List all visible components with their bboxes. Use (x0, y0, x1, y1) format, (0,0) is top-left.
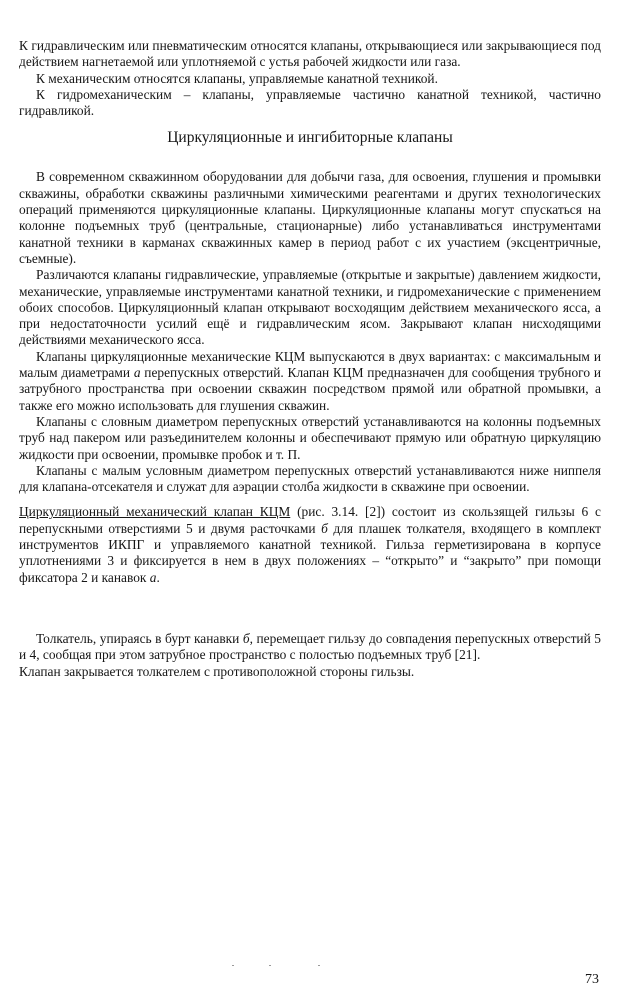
kcm-variants-text-2: перепускных отверстий. Клапан КЦМ предназначен для сообщения трубного и затрубного пространства при освоении скважин посредством прямой или обратной промывки, а также его можно использовать для глушения скважин. (19, 365, 601, 413)
kcm-term: Циркуляционный механический клапан КЦМ (19, 504, 291, 520)
page-number: 73 (585, 972, 599, 987)
intro-paragraph-hydraulic: К гидравлическим или пневматическим относятся клапаны, открывающиеся или закрывающиеся под действием нагнетаемой или уплотняемой с устья рабочей жидкости или газа. (19, 38, 601, 70)
variable-a: а (149, 569, 157, 585)
spacer (19, 586, 601, 631)
closing-paragraph-pusher (19, 631, 601, 664)
kcm-variants-text-1: Клапаны циркуляционные механические КЦМ выпускаются в двух вариантах: с максимальным и малым диаметрами (19, 348, 601, 381)
closing-text-1: Толкатель, упираясь в бурт канавки (36, 630, 243, 646)
body-paragraph-nominal-diameter: Клапаны с словным диаметром перепускных отверстий устанавливаются на колонны подъемных труб над пакером или разъединителем колонны и обеспечивают прямую или обратную циркуляцию жидкости при освоении, промывке пробок и т. П. (19, 413, 601, 462)
variable-b: б (321, 520, 328, 536)
spacer (19, 495, 601, 504)
kcm-text-2: для плашек толкателя, входящего в комплект инструментов ИКПГ и управляемого канатной техникой. Гильза герметизирована в корпусе уплотнениями 3 и фиксируется в нем в двух положениях – “открыто” и “закрыто” при помощи фиксатора 2 и канавок (19, 520, 601, 585)
variable-a: а (133, 365, 141, 381)
intro-paragraph-hydromechanical: К гидромеханическим – клапаны, управляемые частично канатной техникой, частично гидравликой. (19, 86, 601, 119)
variable-b: б (242, 630, 250, 646)
kcm-text-1: (рис. 3.14. [2]) состоит из скользящей гильзы 6 с перепускными отверстиями 5 и двумя расточками (19, 504, 601, 536)
body-paragraph-types: Различаются клапаны гидравлические, управляемые (открытые и закрытые) давлением жидкости, механические, управляемые инструментами канатной техники, и гидромеханические с применением обоих способов. Циркуляционный клапан открывают восходящим действием механического ясса, а при недостаточности усилий ещё и гидравлическим ясом. Закрывают клапан нисходящими действиями механического ясса. (19, 267, 601, 348)
scan-fleck (232, 965, 234, 966)
body-paragraph-small-diameter: Клапаны с малым условным диаметром перепускных отверстий устанавливаются ниже ниппеля для клапана-отсекателя и служат для аэрации столба жидкости в скважине при освоении. (19, 462, 601, 495)
body-paragraph-kcm-variants (19, 349, 601, 414)
section-title: Циркуляционные и ингибиторные клапаны (167, 129, 453, 147)
body-paragraph-applications: В современном скважинном оборудовании для добычи газа, для освоения, глушения и промывки скважины, обработки скважины различными химическими реагентами и других технологических операций применяются циркуляционные клапаны. Циркуляционные клапаны могут спускаться на колонне подъемных труб (центральные, стационарные) либо устанавливаться инструментами канатной техники в карманах скважинных камер в период работ с их участием (эксцентричные, съемные). (19, 169, 601, 266)
closing-text-2: , перемещает гильзу до совпадения перепускных отверстий 5 и 4, сообщая при этом затрубное пространство с полостью подъемных труб [21]. (19, 630, 601, 663)
scan-fleck (318, 965, 320, 966)
kcm-text-3: . (156, 569, 160, 585)
kcm-description-paragraph (19, 504, 601, 585)
intro-paragraph-mechanical: К механическим относятся клапаны, управляемые канатной техникой. (36, 70, 438, 86)
closing-paragraph-closing: Клапан закрывается толкателем с противоположной стороны гильзы. (19, 663, 415, 679)
scan-fleck (269, 965, 271, 966)
page-content (19, 38, 601, 680)
